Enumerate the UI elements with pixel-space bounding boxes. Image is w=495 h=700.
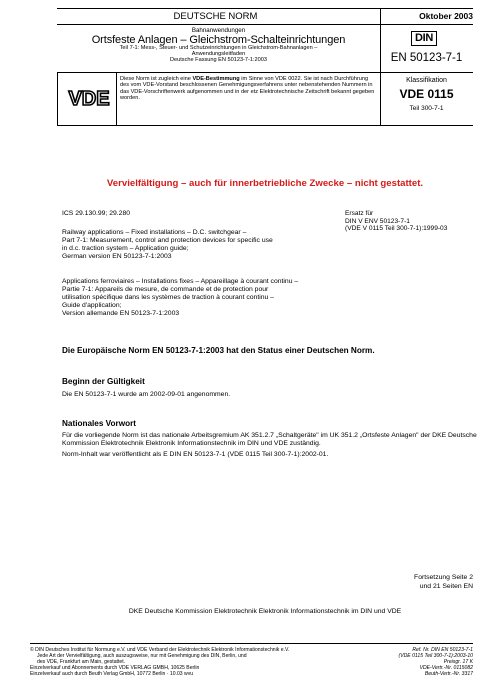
french-title-line-4: Guide d'application; <box>62 301 122 309</box>
header-top-rule <box>57 8 473 9</box>
english-title-line-1: Railway applications – Fixed installations – D.C. switchgear – <box>62 229 247 236</box>
footer-right-line-1: Ref. Nr. DIN EN 50123-7-1 <box>412 647 473 653</box>
vde-logo-text: VDE <box>68 88 110 109</box>
status-statement: Die Europäische Norm EN 50123-7-1:2003 hat den Status einer Deutschen Norm. <box>62 346 375 355</box>
replaces-block <box>345 210 475 233</box>
footer-left-line-3: des VDE, Frankfurt am Main, gestattet. <box>37 659 126 666</box>
header-rule-2 <box>57 24 473 25</box>
title-subtitle-3: Deutsche Fassung EN 50123-7-1:2003 <box>169 56 268 63</box>
footer-right-line-4: VDE-Vertr.-Nr. 0115082 <box>419 665 473 672</box>
footer-left-line-5: Einzelverkauf auch durch Beuth Verlag GmbH, 10772 Berlin · 10.03 wvu <box>30 671 194 678</box>
french-title-line-1: Applications ferroviaires – Installations fixes – Appareillage à courant continu – <box>62 278 299 285</box>
validity-text: Die EN 50123-7-1 wurde am 2002-09-01 angenommen. <box>62 391 231 398</box>
header-logo-divider <box>116 72 117 125</box>
reproduction-warning: Vervielfältigung – auch für innerbetriebliche Zwecke – nicht gestattet. <box>106 178 424 189</box>
footer-copyright <box>30 647 375 678</box>
footer-left-line-4: Einzelverkauf und Abonnements durch VDE VERLAG GMBH, 10625 Berlin <box>30 665 200 672</box>
footer-right-line-2: (VDE 0115 Teil 300-7-1):2003-10 <box>398 653 473 660</box>
norm-type: DEUTSCHE NORM <box>173 11 258 22</box>
french-title-line-5: Version allemande EN 50123-7-1:2003 <box>62 309 180 317</box>
vde-notice <box>120 76 378 102</box>
vde-notice-bold: VDE-Bestimmung <box>192 76 240 82</box>
header-left-border <box>57 72 58 125</box>
vde-notice-rest: im Sinne von VDE 0022. Sie ist nach Durchführung des vom VDE-Vorstand beschlossenen Genehmigungsverfahrens unter nebenstehenden Nummern in das VDE-Vorschriftenwerk aufgenommen und in der etz Elektrotechnische Zeitschrift bekannt gegeben worden. <box>120 76 375 102</box>
title-prefix: Bahnanwendungen <box>191 27 246 34</box>
title-subtitle-2: Anwendungsleitfaden <box>191 50 246 57</box>
header-bottom-rule <box>57 125 473 126</box>
title-block <box>57 28 380 64</box>
footer-rule <box>30 643 473 644</box>
french-title-line-3: utilisation spécifique dans les systèmes de traction à courant continu – <box>62 293 274 301</box>
french-title <box>62 278 352 318</box>
continuation-note <box>380 574 473 592</box>
footer-right-line-5: Beuth-Vertr.-Nr. 3317 <box>424 671 473 678</box>
dke-line: DKE Deutsche Kommission Elektrotechnik Elektronik Informationstechnik im DIN und VDE <box>128 608 402 615</box>
french-title-line-2: Partie 7-1: Appareils de mesure, de commande et de protection pour <box>62 285 269 293</box>
english-title-line-4: German version EN 50123-7-1:2003 <box>62 252 172 260</box>
english-title-line-2: Part 7-1: Measurement, control and protection devices for specific use <box>62 236 273 244</box>
footer-reference <box>375 647 473 678</box>
footer-right-line-3: Preisgr. 17 K <box>443 659 473 666</box>
foreword-note: Norm-Inhalt war veröffentlicht als E DIN EN 50123-7-1 (VDE 0115 Teil 300-7-1):2002-01. <box>62 451 329 458</box>
validity-heading: Beginn der Gültigkeit <box>62 377 145 386</box>
title-subtitle-1: Teil 7-1: Mess-, Steuer- und Schutzeinrichtungen in Gleichstrom-Bahnanlagen – <box>119 45 318 52</box>
vde-notice-prefix: Diese Norm ist zugleich eine <box>120 76 193 82</box>
replaces-line-1: Ersatz für <box>345 210 374 217</box>
vde-part: Teil 300-7-1 <box>409 105 444 112</box>
document-number: EN 50123-7-1 <box>390 52 463 64</box>
replaces-line-2: DIN V ENV 50123-7-1 <box>345 217 410 225</box>
ics-codes: ICS 29.130.99; 29.280 <box>62 210 131 217</box>
continuation-line-1: Fortsetzung Seite 2 <box>414 574 473 581</box>
replaces-line-3: (VDE V 0115 Teil 300-7-1):1999-03 <box>345 225 448 233</box>
vde-number: VDE 0115 <box>399 87 454 101</box>
din-logo: DIN <box>411 31 437 46</box>
english-title <box>62 229 342 261</box>
issue-date: Oktober 2003 <box>419 11 473 21</box>
footer-left-line-1: © DIN Deutsches Institut für Normung e.V. und VDE Verband der Elektrotechnik Elektronik Informationstechnik e.V. <box>30 647 290 653</box>
vde-logo <box>64 88 114 109</box>
classification-label: Klassifikation <box>406 77 447 84</box>
foreword-text: Für die vorliegende Norm ist das nationale Arbeitsgremium AK 351.2.7 „Schaltgeräte" im UK 351.2 „Ortsfeste Anlagen" der DKE Deutsche Kommission Elektrotechnik Elektronik Informationstechnik im DIN und VDE zuständig. <box>62 432 477 448</box>
document-title: Ortsfeste Anlagen – Gleichstrom-Schalteinrichtungen <box>91 33 346 46</box>
english-title-line-3: in d.c. traction system – Application guide; <box>62 244 189 252</box>
header-rule-3 <box>57 72 473 73</box>
foreword-heading: Nationales Vorwort <box>62 419 137 428</box>
continuation-line-2: und 21 Seiten EN <box>419 582 473 590</box>
footer-left-line-2: Jede Art der Vervielfältigung, auch auszugsweise, nur mit Genehmigung des DIN, Berlin, und <box>37 653 247 660</box>
